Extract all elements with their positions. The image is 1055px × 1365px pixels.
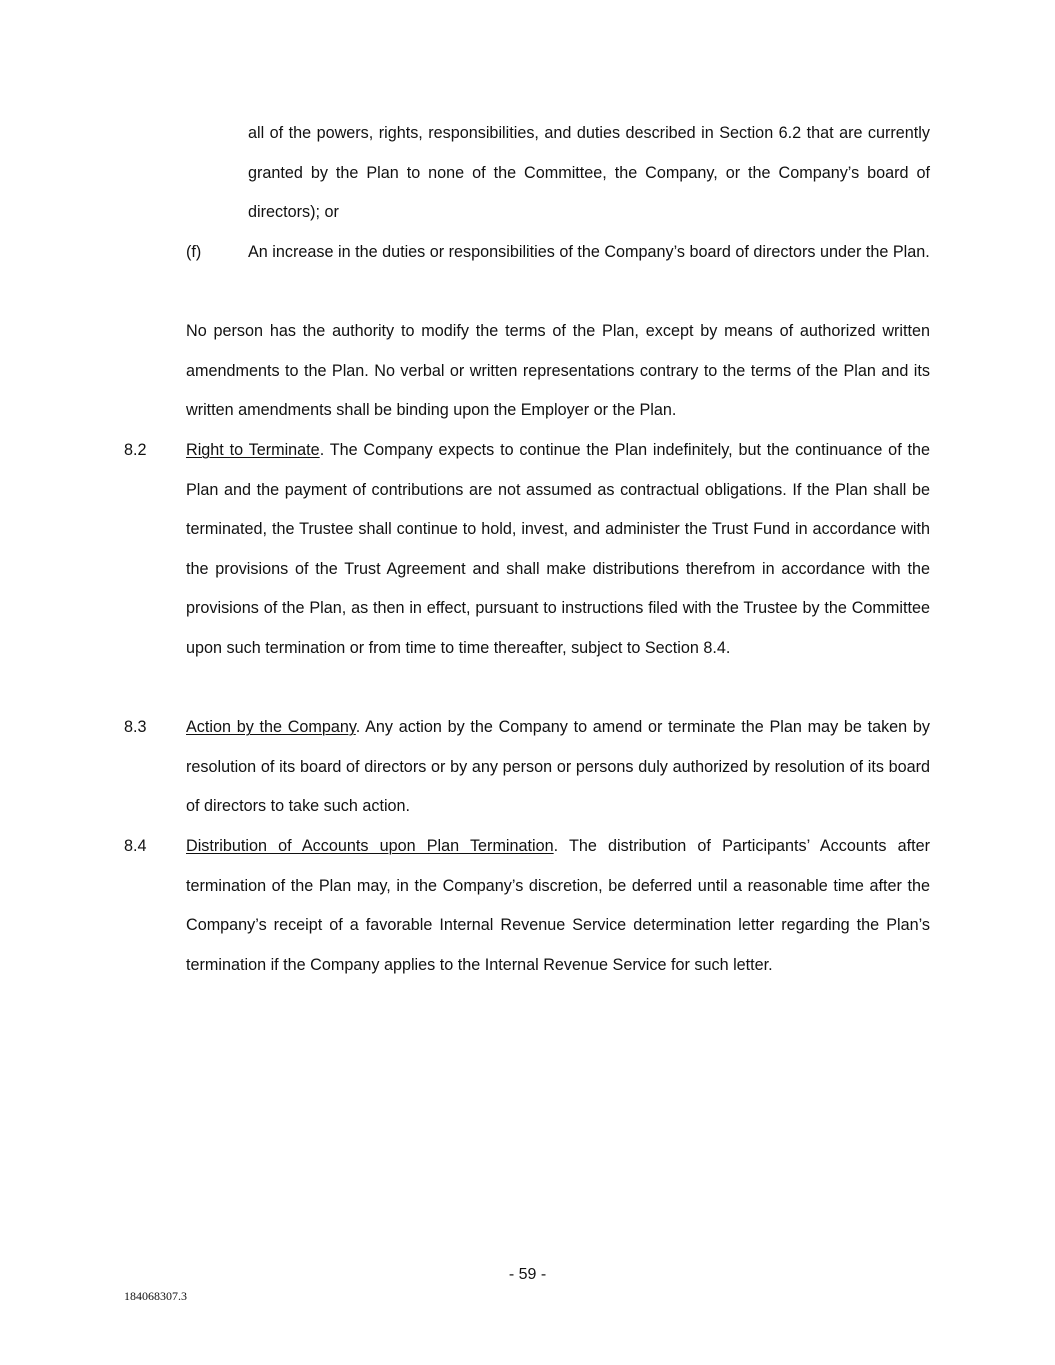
item-f-label: (f) [186, 243, 202, 261]
item-f-text: An increase in the duties or responsibilities of the Company’s board of directors under the Plan. [248, 243, 930, 261]
page-number: - 59 - [508, 1266, 547, 1283]
document-id: 184068307.3 [124, 1289, 187, 1303]
no-person-paragraph: No person has the authority to modify the terms of the Plan, except by means of authorized written amendments to the Plan. No verbal or written representations contrary to the terms of the Plan and its written amendments shall be binding upon the Employer or the Plan. [186, 322, 930, 420]
section-body: . The distribution of Participants’ Accounts after termination of the Plan may, in the Company’s discretion, be deferred until a reasonable time after the Company’s receipt of a favorable Internal Revenue Service determination letter regarding the Plan’s termination if the Company applies to the Internal Revenue Service for such letter. [186, 837, 930, 974]
section-body: . Any action by the Company to amend or terminate the Plan may be taken by resolution of its board of directors or by any person or persons duly authorized by resolution of its board of directors to take such action. [186, 718, 930, 816]
continuation-paragraph: all of the powers, rights, responsibilities, and duties described in Section 6.2 that are currently granted by the Plan to none of the Committee, the Company, or the Company’s board of directors); or [248, 124, 930, 222]
section-body: . The Company expects to continue the Plan indefinitely, but the continuance of the Plan and the payment of contributions are not assumed as contractual obligations. If the Plan shall be terminated, the Trustee shall continue to hold, invest, and administer the Trust Fund in accordance with the provisions of the Trust Agreement and shall make distributions therefrom in accordance with the provisions of the Plan, as then in effect, pursuant to instructions filed with the Trustee by the Committee upon such termination or from time to time thereafter, subject to Section 8.4. [186, 441, 930, 657]
section-number-8-4: 8.4 [124, 837, 147, 855]
section-8-3-paragraph [186, 708, 930, 827]
section-8-2-paragraph [186, 431, 930, 669]
section-heading: Right to Terminate [186, 441, 320, 459]
section-number-8-3: 8.3 [124, 718, 147, 736]
section-number-8-2: 8.2 [124, 441, 147, 459]
section-heading: Action by the Company [186, 718, 356, 736]
section-8-4-paragraph [186, 827, 930, 985]
section-heading: Distribution of Accounts upon Plan Termination [186, 837, 554, 855]
